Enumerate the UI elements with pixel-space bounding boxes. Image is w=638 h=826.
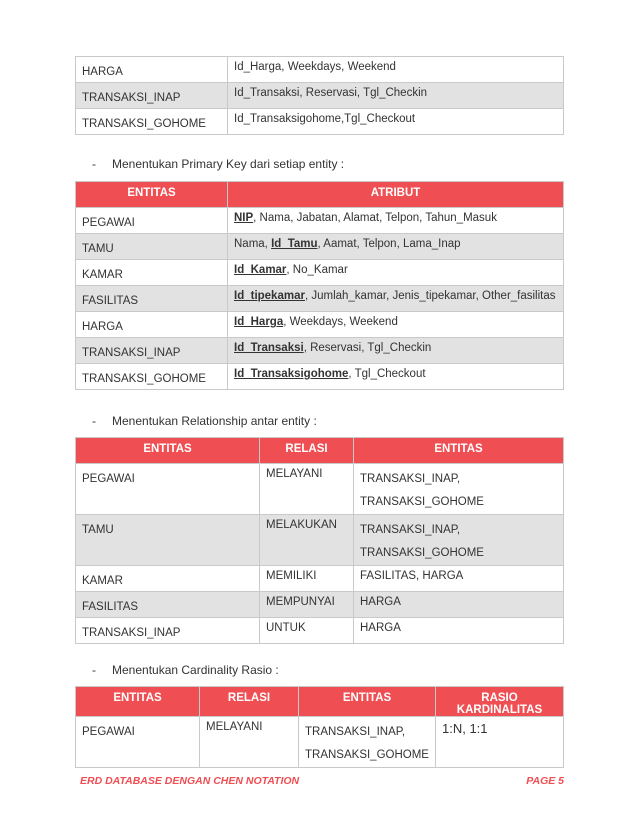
target-line: TRANSAKSI_GOHOME [305,749,429,761]
cell-attributes [228,286,564,312]
table-row [76,717,564,768]
header-entitas: ENTITAS [299,687,436,717]
header-relasi: RELASI [260,438,354,464]
cell-entity: HARGA [76,57,228,83]
target-line: TRANSAKSI_INAP, [360,524,461,536]
attr-rest: , No_Kamar [286,264,348,276]
table-row [76,338,564,364]
target-line: TRANSAKSI_GOHOME [360,547,484,559]
cell-attributes [228,234,564,260]
cell-entity: PEGAWAI [76,717,200,768]
cell-entity: TRANSAKSI_INAP [76,618,260,644]
header-entitas: ENTITAS [76,438,260,464]
cell-attributes [228,364,564,390]
section-title-text: Menentukan Primary Key dari setiap entity : [112,157,345,171]
bullet-dash: - [92,157,96,171]
cell-relation: MEMPUNYAI [260,592,354,618]
header-entitas: ENTITAS [76,182,228,208]
cell-entity: TAMU [76,515,260,566]
table-header-row [76,687,564,717]
table-primary-key [75,181,564,390]
cell-entity-target: HARGA [354,592,564,618]
cell-relation: MEMILIKI [260,566,354,592]
primary-key: Id_tipekamar [234,290,305,302]
page-number: PAGE 5 [526,775,564,787]
primary-key: Id_Transaksi [234,342,304,354]
header-rasio-kardinalitas: RASIO KARDINALITAS [436,687,564,717]
section-title-text: Menentukan Cardinality Rasio : [112,663,279,677]
primary-key: Id_Kamar [234,264,287,276]
header-relasi: RELASI [200,687,299,717]
cell-relation: MELAKUKAN [260,515,354,566]
table-row [76,57,564,83]
section-title-cardinality [92,663,279,677]
cell-entity: FASILITAS [76,592,260,618]
cell-ratio: 1:N, 1:1 [436,717,564,768]
cell-entity: KAMAR [76,566,260,592]
primary-key: Id_Tamu [271,238,318,250]
bullet-dash: - [92,414,96,428]
primary-key: Id_Harga [234,316,284,328]
cell-attributes [228,208,564,234]
header-entitas: ENTITAS [76,687,200,717]
bullet-dash: - [92,663,96,677]
table-row [76,260,564,286]
table-row [76,364,564,390]
section-title-relationship [92,414,317,428]
section-title-text: Menentukan Relationship antar entity : [112,414,317,428]
attr-rest: , Aamat, Telpon, Lama_Inap [317,238,461,250]
primary-key: Id_Transaksigohome [234,368,349,380]
table-row [76,464,564,515]
attr-rest: , Tgl_Checkout [348,368,426,380]
table-row [76,109,564,135]
attr-rest: , Reservasi, Tgl_Checkin [303,342,432,354]
table-row [76,312,564,338]
cell-entity-target [299,717,436,768]
cell-entity: PEGAWAI [76,208,228,234]
cell-entity: TAMU [76,234,228,260]
table-row [76,515,564,566]
table-row [76,566,564,592]
cell-entity: PEGAWAI [76,464,260,515]
table-row [76,234,564,260]
cell-entity-target [354,464,564,515]
primary-key: NIP [234,212,254,224]
attr-rest: , Weekdays, Weekend [283,316,398,328]
table-row [76,592,564,618]
cell-entity: TRANSAKSI_GOHOME [76,109,228,135]
cell-entity: TRANSAKSI_INAP [76,83,228,109]
target-line: TRANSAKSI_GOHOME [360,496,484,508]
cell-entity: TRANSAKSI_INAP [76,338,228,364]
table-relationship [75,437,564,644]
table-row [76,208,564,234]
attr-rest: , Nama, Jabatan, Alamat, Telpon, Tahun_Masuk [253,212,497,224]
table-cardinality [75,686,564,768]
header-entitas: ENTITAS [354,438,564,464]
cell-entity-target: HARGA [354,618,564,644]
cell-entity-target: FASILITAS, HARGA [354,566,564,592]
cell-relation: UNTUK [260,618,354,644]
table-row [76,618,564,644]
cell-relation: MELAYANI [200,717,299,768]
page-footer [80,775,564,787]
cell-attributes: Id_Transaksigohome,Tgl_Checkout [228,109,564,135]
cell-entity: KAMAR [76,260,228,286]
table-row [76,286,564,312]
cell-entity: TRANSAKSI_GOHOME [76,364,228,390]
table-header-row [76,438,564,464]
cell-attributes: Id_Transaksi, Reservasi, Tgl_Checkin [228,83,564,109]
attr-pre: Nama, [234,238,272,250]
attr-rest: , Jumlah_kamar, Jenis_tipekamar, Other_fasilitas [304,290,556,302]
cell-entity: FASILITAS [76,286,228,312]
header-atribut: ATRIBUT [228,182,564,208]
cell-attributes: Id_Harga, Weekdays, Weekend [228,57,564,83]
cell-entity: HARGA [76,312,228,338]
target-line: TRANSAKSI_INAP, [360,473,461,485]
section-title-primary-key [92,157,344,171]
cell-relation: MELAYANI [260,464,354,515]
footer-title: ERD DATABASE DENGAN CHEN NOTATION [80,775,300,787]
cell-attributes [228,312,564,338]
table-entity-attributes-continued [75,56,564,135]
table-row [76,83,564,109]
table-header-row [76,182,564,208]
cell-entity-target [354,515,564,566]
target-line: TRANSAKSI_INAP, [305,726,406,738]
cell-attributes [228,338,564,364]
cell-attributes [228,260,564,286]
